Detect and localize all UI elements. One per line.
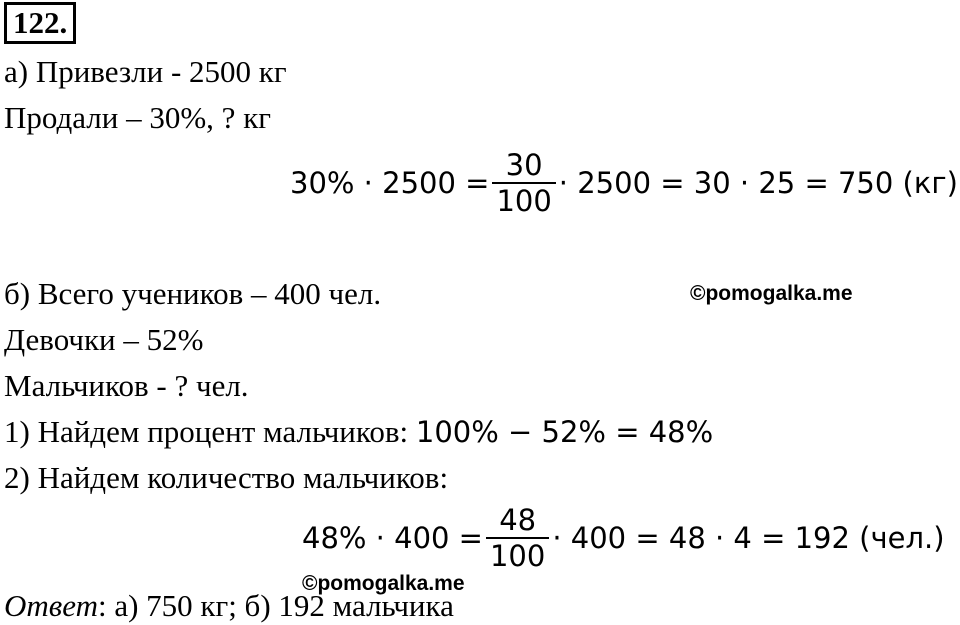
part-b-step1-math: 100% − 52% = 48% (415, 415, 714, 449)
part-b-step1 (4, 414, 713, 450)
part-b-boys: Мальчиков - ? чел. (4, 368, 249, 403)
part-b-eq-right: · 400 = 48 · 4 = 192 (чел.) (552, 521, 945, 555)
part-a-given: а) Привезли - 2500 кг (4, 54, 287, 89)
part-a-equation (290, 148, 958, 218)
part-b-numerator: 48 (486, 503, 549, 539)
part-b-step1-text: 1) Найдем процент мальчиков: (4, 414, 416, 449)
part-a-numerator: 30 (492, 148, 555, 184)
part-b-equation (302, 503, 945, 573)
part-a-denominator: 100 (496, 184, 552, 218)
part-a-sold: Продали – 30%, ? кг (4, 100, 271, 135)
answer-line (4, 588, 454, 624)
problem-number: 122. (4, 2, 76, 44)
answer-text: : а) 750 кг; б) 192 мальчика (97, 588, 454, 623)
watermark-top: ©pomogalka.me (690, 282, 853, 305)
part-a-eq-left: 30% · 2500 = (290, 166, 490, 200)
part-b-total: б) Всего учеников – 400 чел. (4, 276, 382, 311)
part-a-eq-right: · 2500 = 30 · 25 = 750 (кг) (558, 166, 958, 200)
part-b-girls: Девочки – 52% (4, 322, 204, 357)
answer-label: Ответ (4, 588, 98, 623)
part-b-denominator: 100 (489, 539, 546, 573)
part-b-eq-left: 48% · 400 = (302, 521, 483, 555)
part-b-step2: 2) Найдем количество мальчиков: (4, 460, 449, 495)
part-a-fraction (492, 148, 555, 218)
watermark-bottom: ©pomogalka.me (302, 572, 465, 595)
part-b-fraction (486, 503, 549, 573)
